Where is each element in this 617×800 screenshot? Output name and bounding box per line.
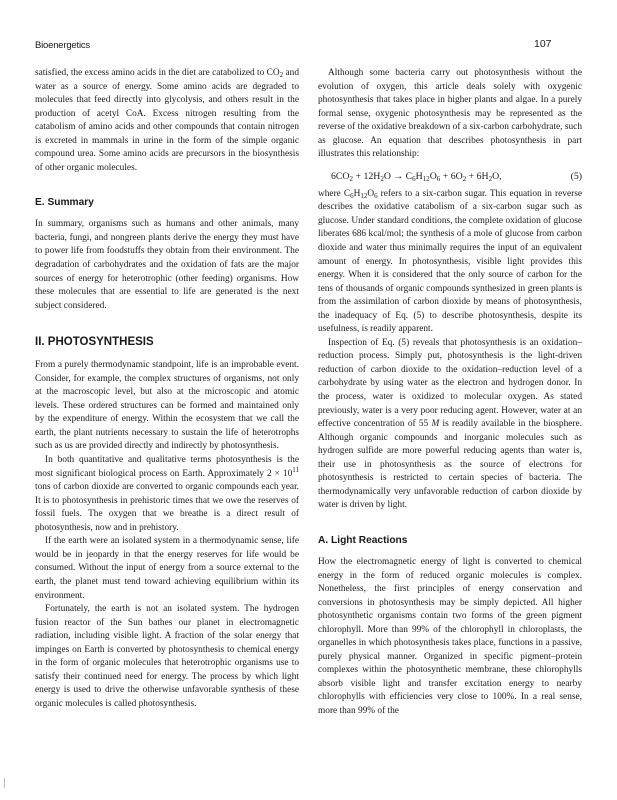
- light-reactions-heading: A. Light Reactions: [318, 534, 408, 546]
- equation-number: (5): [570, 170, 582, 182]
- summary-heading: E. Summary: [35, 197, 94, 209]
- right-column: [318, 67, 582, 719]
- paragraph-isolated-system: If the earth were an isolated system in a thermodynamic sense, life would be in jeopardy in that the energy reserves for life would be consumed. Without the input of energy from a source external to the earth, the planet must tend toward achieving equilibrium within its environment.: [35, 536, 299, 601]
- page-number: 107: [534, 38, 552, 50]
- paragraph-quantitative: In both quantitative and qualitative terms photosynthesis is the most significant biological process on Earth. Approximately $2 \times 10^{11}$ tons of carbon dioxide are converted to organic compounds each year. It is to photosynthesis in prehistoric times that we owe the reserves of fossil fuels. The oxygen that we breathe is a direct result of photosynthesis, now and in prehistory.: [35, 455, 299, 533]
- paragraph-oxygenic: Although some bacteria carry out photosynthesis without the evolution of oxygen, this article deals solely with oxygenic photosynthesis that takes place in higher plants and algae. In a purely formal sense, oxygenic photosynthesis may be represented as the reverse of the oxidative breakdown of a six-carbon carbohydrate, such as glucose. An equation that describes photosynthesis in part illustrates this relationship:: [318, 68, 582, 160]
- summary-paragraph: In summary, organisms such as humans and other animals, many bacteria, fungi, and nongreen plants derive the energy they must have to power life from foodstuffs they obtain from their environment. The degradation of carbohydrates and the oxidation of fats are the major sources of energy for heterotrophic (other feeding) organisms. How these molecules that are essential to life are generated is the next subject considered.: [35, 219, 299, 311]
- paragraph-fusion-reactor: Fortunately, the earth is not an isolated system. The hydrogen fusion reactor of the Sun bathes our planet in electromagnetic radiation, including visible light. A fraction of the solar energy that impinges on Earth is converted by photosynthesis to chemical energy in the form of organic molecules that heterotrophic organisms use to satisfy their continued need for energy. The process by which light energy is used to drive the otherwise unfavorable synthesis of these organic molecules is called photosynthesis.: [35, 604, 299, 709]
- crop-mark: [4, 778, 5, 788]
- left-column: [35, 67, 299, 711]
- paragraph-light-reactions: How the electromagnetic energy of light is converted to chemical energy in the form of reduced organic molecules is complex. Nonetheless, the first principles of energy conservation and conversions in photosynthesis may be simply depicted. All higher photosynthetic organisms contain two forms of the green pigment chlorophyll. More than 99% of the chlorophyll in chloroplasts, the organelles in which photosynthesis takes place, functions in a passive, purely physical manner. Organized in specific pigment–protein complexes within the photosynthetic membrane, these chlorophylls absorb visible light and transfer excitation energy to nearby chlorophylls with efficiencies very close to 100%. In a real sense, more than 99% of the: [318, 556, 582, 716]
- equation-formula: $6CO_2 + 12H_2O \to C_6H_{12}O_6 + 6O_2 + 6H_2O$,: [331, 170, 502, 183]
- photosynthesis-heading: II. PHOTOSYNTHESIS: [35, 336, 154, 349]
- paragraph-thermodynamic: From a purely thermodynamic standpoint, life is an improbable event. Consider, for example, the complex structures of organisms, not only at the macroscopic level, but also at the microscopic and atomic levels. These ordered structures can be formed and maintained only by the expenditure of energy. Within the ecosystem that we call the earth, the plant nutrients necessary to sustain the life of heterotrophs such as us are provided directly and indirectly by photosynthesis.: [35, 360, 299, 452]
- equation-5: [318, 171, 582, 182]
- running-head: Bioenergetics: [35, 40, 90, 51]
- paragraph-oxidation-reduction: Inspection of Eq. (5) reveals that photosynthesis is an oxidation–reduction process. Simply put, photosynthesis is the light-driven reduction of carbon dioxide to the oxidation–reduction level of a carbohydrate by using water as the electron and hydrogen donor. In the process, water is oxidized to molecular oxygen. As stated previously, water is a very poor reducing agent. However, water at an effective concentration of 55 M is readily available in the biosphere. Although organic compounds and inorganic molecules such as hydrogen sulfide are more powerful reducing agents than water is, their use in photosynthesis as the source of electrons for photosynthesis is restricted to certain species of bacteria. The thermodynamically very unfavorable reduction of carbon dioxide by water is driven by light.: [318, 337, 583, 511]
- paragraph-amino-acids: satisfied, the excess amino acids in the diet are catabolized to $CO_2$ and water as a source of energy. Some amino acids are degraded to molecules that feed directly into glycolysis, and others result in the production of acetyl CoA. Excess nitrogen resulting from the catabolism of amino acids and other compounds that contain nitrogen is excreted in mammals in urine in the form of the simple organic compound urea. Some amino acids are precursors in the biosynthesis of other organic molecules.: [35, 68, 299, 173]
- paragraph-six-carbon-sugar: where $C_6H_{12}O_6$ refers to a six-carbon sugar. This equation in reverse describes the oxidative catabolism of a six-carbon sugar such as glucose. Under standard conditions, the complete oxidation of glucose liberates 686 kcal/mol; the synthesis of a mole of glucose from carbon dioxide and water thus minimally requires the input of an equivalent amount of energy. In photosynthesis, visible light provides this energy. When it is considered that the only source of carbon for the tens of thousands of organic compounds synthesized in green plants is from the assimilation of carbon dioxide by means of photosynthesis, the inadequacy of Eq. (5) to describe photosynthesis, despite its usefulness, is readily apparent.: [318, 188, 582, 335]
